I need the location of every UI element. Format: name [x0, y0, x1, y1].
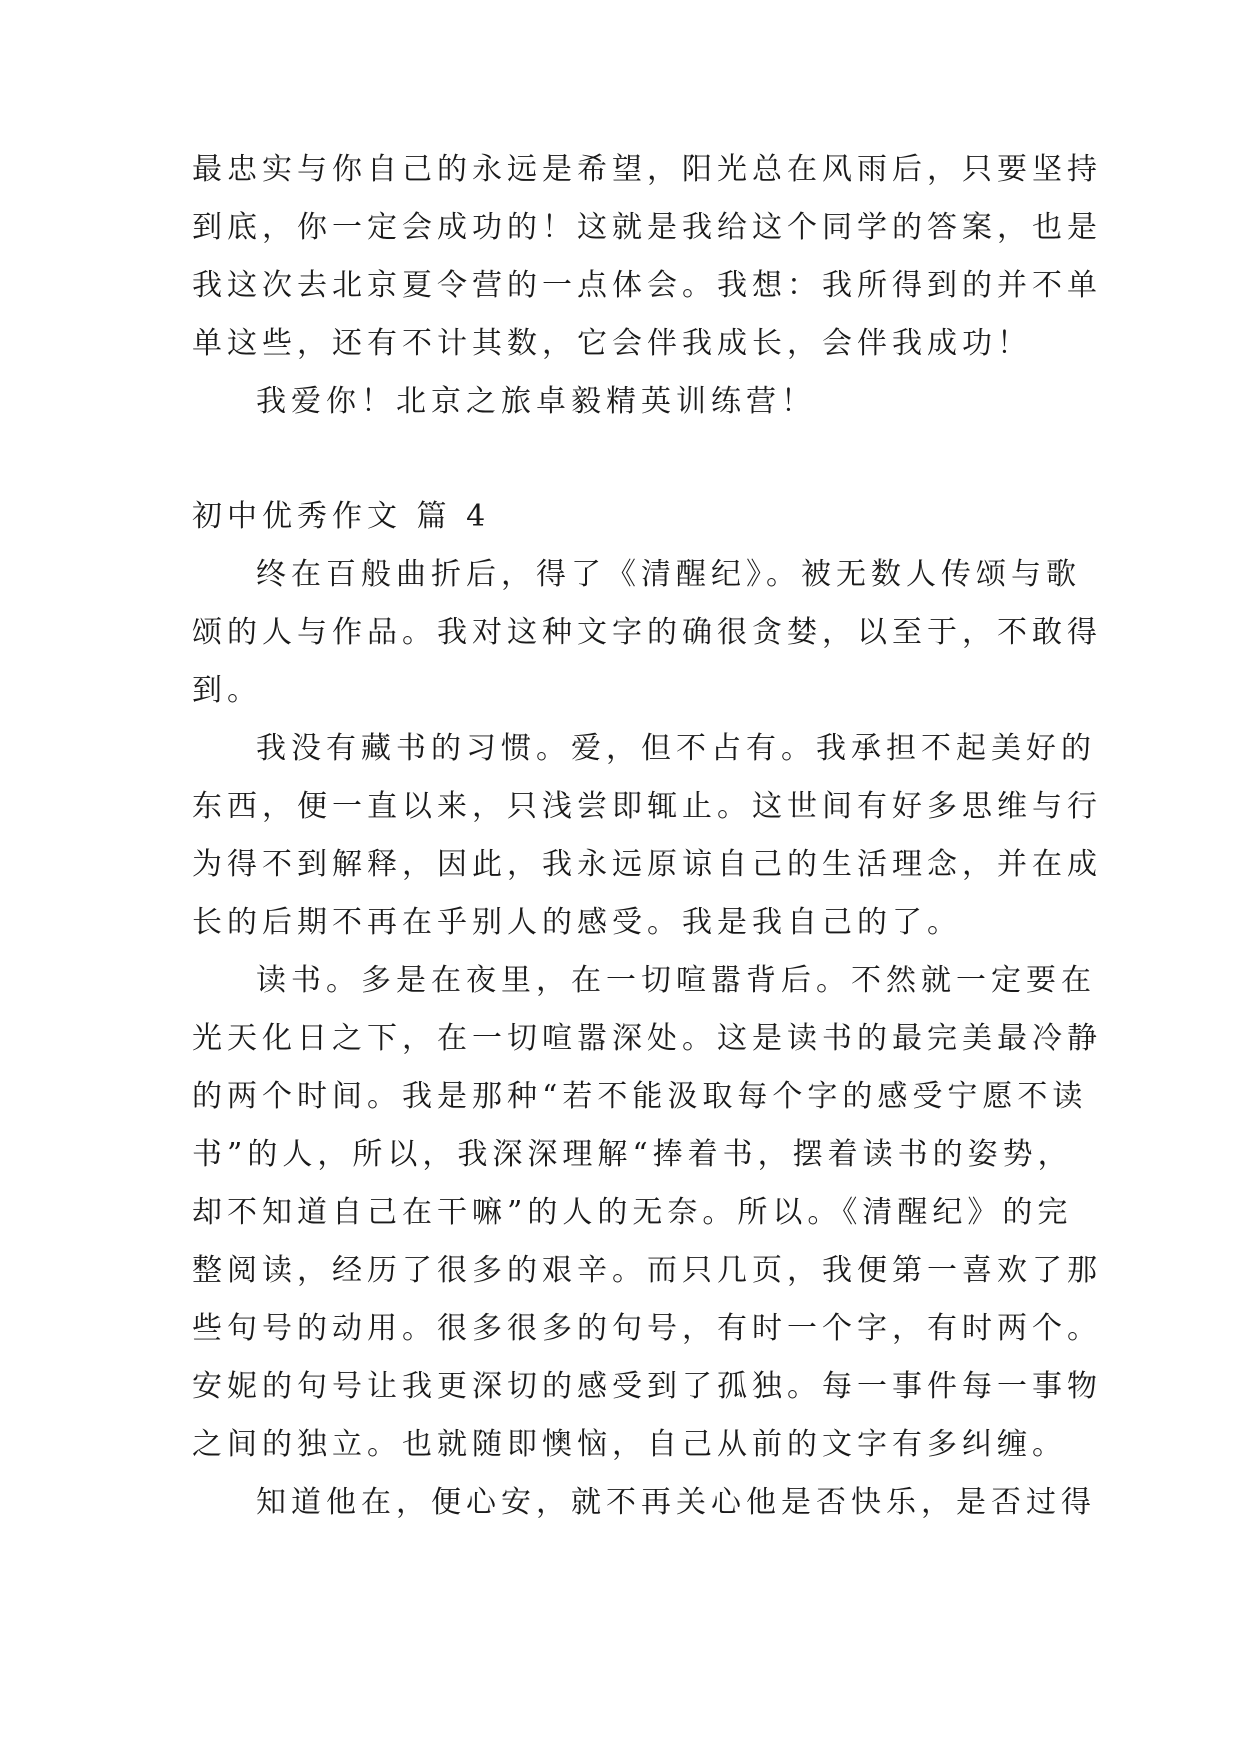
paragraph-line: 东西，便一直以来，只浅尝即辄止。这世间有好多思维与行	[192, 789, 1102, 824]
paragraph-line: 书”的人，所以，我深深理解“捧着书，摆着读书的姿势，	[192, 1137, 1073, 1172]
closing-line: 我爱你！北京之旅卓毅精英训练营！	[256, 384, 816, 419]
paragraph-line: 到。	[192, 673, 262, 708]
paragraph-line: 整阅读，经历了很多的艰辛。而只几页，我便第一喜欢了那	[192, 1253, 1102, 1288]
paragraph-line: 光天化日之下，在一切喧嚣深处。这是读书的最完美最冷静	[192, 1021, 1102, 1056]
paragraph-line: 长的后期不再在乎别人的感受。我是我自己的了。	[192, 905, 962, 940]
text-line: 单这些，还有不计其数，它会伴我成长，会伴我成功！	[192, 326, 1032, 361]
paragraph-line: 安妮的句号让我更深切的感受到了孤独。每一事件每一事物	[192, 1369, 1102, 1404]
paragraph-line: 终在百般曲折后，得了《清醒纪》。被无数人传颂与歌	[256, 557, 1081, 592]
paragraph-line: 颂的人与作品。我对这种文字的确很贪婪，以至于，不敢得	[192, 615, 1102, 650]
paragraph-line: 读书。多是在夜里，在一切喧嚣背后。不然就一定要在	[256, 963, 1096, 998]
text-line: 到底，你一定会成功的！这就是我给这个同学的答案，也是	[192, 210, 1102, 245]
paragraph-line: 知道他在，便心安，就不再关心他是否快乐，是否过得	[256, 1485, 1096, 1520]
paragraph-line: 些句号的动用。很多很多的句号，有时一个字，有时两个。	[192, 1311, 1102, 1346]
paragraph-line: 我没有藏书的习惯。爱，但不占有。我承担不起美好的	[256, 731, 1096, 766]
paragraph-line: 为得不到解释，因此，我永远原谅自己的生活理念，并在成	[192, 847, 1102, 882]
paragraph-line: 却不知道自己在干嘛”的人的无奈。所以。《清醒纪》的完	[192, 1195, 1073, 1230]
paragraph-line: 的两个时间。我是那种“若不能汲取每个字的感受宁愿不读	[192, 1079, 1088, 1114]
section-heading: 初中优秀作文 篇 4	[192, 499, 491, 534]
text-line: 最忠实与你自己的永远是希望，阳光总在风雨后，只要坚持	[192, 152, 1102, 187]
paragraph-line: 之间的独立。也就随即懊恼，自己从前的文字有多纠缠。	[192, 1427, 1067, 1462]
text-line: 我这次去北京夏令营的一点体会。我想：我所得到的并不单	[192, 268, 1102, 303]
